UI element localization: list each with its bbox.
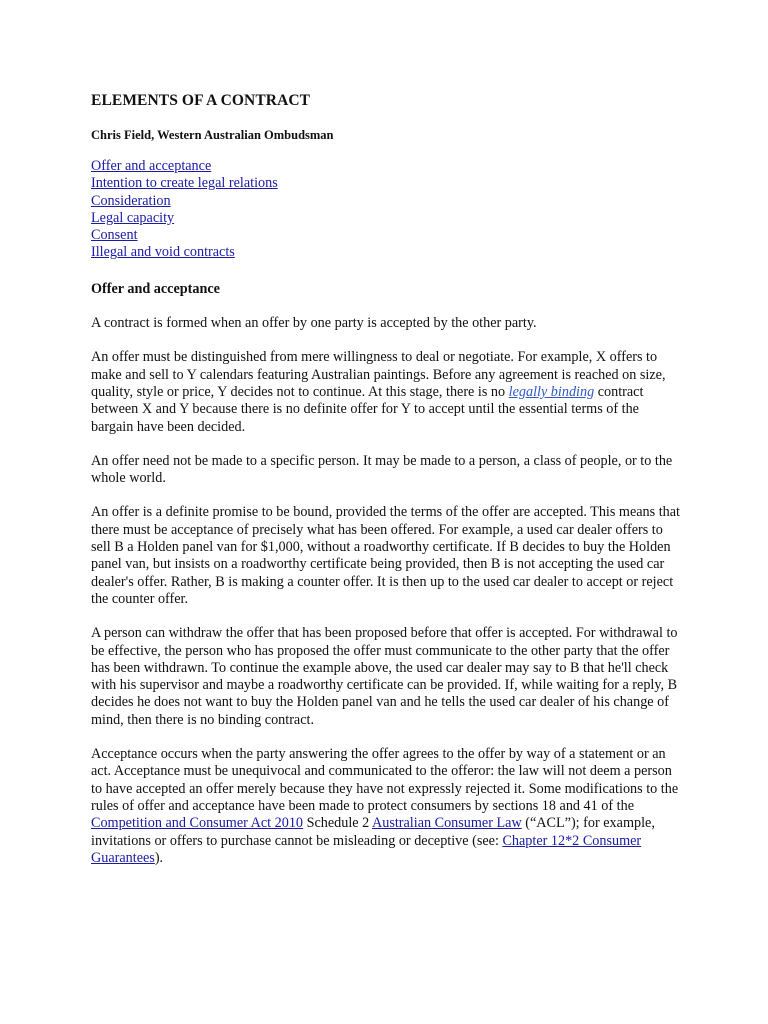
paragraph-6-text-a: Acceptance occurs when the party answering the offer agrees to the offer by way of a statement or an act. Acceptance must be unequivocal and communicated to the offeror: the law will not deem a person to have accepted an offer merely because they have not expressly rejected it. Some modifications to the rules of offer and acceptance have been made to protect consumers by sections 18 and 41 of the [91, 746, 679, 814]
australian-consumer-law-link[interactable]: Australian Consumer Law [371, 815, 522, 832]
competition-consumer-act-link[interactable]: Competition and Consumer Act 2010 [91, 815, 304, 832]
paragraph-2-text-b: contract between X and Y because there is no definite offer for Y to accept until the essential terms of the bargain have been decided. [91, 383, 644, 435]
paragraph-4-text: An offer is a definite promise to be bound, provided the terms of the offer are accepted. This means that there must be acceptance of precisely what has been offered. For example, a used car dealer offers to sell B a Holden panel van for $1,000, without a roadworthy certificate. If B decides to buy the Holden panel van, but insists on a roadworthy certificate being provided, then B is not accepting the used car dealer's offer. Rather, B is making a counter offer. It is then up to the used car dealer to accept or reject the counter offer. [91, 504, 680, 607]
paragraph-1-text: A contract is formed when an offer by one party is accepted by the other party. [91, 315, 537, 332]
paragraph-2 [91, 349, 681, 435]
table-of-contents [91, 158, 681, 262]
author-line: Chris Field, Western Australian Ombudsman [91, 128, 334, 142]
paragraph-2-text-a: An offer must be distinguished from mere willingness to deal or negotiate. For example, X offers to make and sell to Y calendars featuring Australian paintings. Before any agreement is reached on size, quality, style or price, Y decides not to continue. At this stage, there is no [91, 349, 666, 400]
legally-binding-link[interactable]: legally binding [508, 383, 595, 400]
toc-link-intention[interactable]: Intention to create legal relations [91, 175, 278, 192]
paragraph-6-text-c: (“ACL”); for example, invitations or offers to purchase cannot be misleading or deceptive (see: [91, 815, 655, 849]
paragraph-3-text: An offer need not be made to a specific person. It may be made to a person, a class of people, or to the whole world. [91, 452, 673, 487]
paragraph-1 [91, 315, 681, 332]
paragraph-6-text-b: Schedule 2 [303, 815, 372, 832]
toc-link-illegal-void[interactable]: Illegal and void contracts [91, 244, 235, 261]
toc-link-consideration[interactable]: Consideration [91, 192, 171, 209]
paragraph-5-text: A person can withdraw the offer that has been proposed before that offer is accepted. For withdrawal to be effective, the person who has proposed the offer must communicate to the other party that the offer has been withdrawn. To continue the example above, the used car dealer may say to B that he'll check with his supervisor and maybe a roadworthy certificate can be provided. If, while waiting for a reply, B decides he does not want to buy the Holden panel van and he tells the used car dealer of his change of mind, then there is no binding contract. [91, 625, 678, 728]
paragraph-6 [91, 746, 681, 867]
document-title: ELEMENTS OF A CONTRACT [91, 92, 311, 109]
paragraph-3 [91, 453, 681, 488]
section-heading: Offer and acceptance [91, 280, 220, 297]
paragraph-6-text-d: ). [154, 849, 164, 866]
document-body [91, 91, 681, 867]
toc-link-consent[interactable]: Consent [91, 227, 138, 244]
paragraph-4 [91, 504, 681, 608]
toc-link-offer-and-acceptance[interactable]: Offer and acceptance [91, 158, 212, 174]
paragraph-5 [91, 625, 681, 729]
toc-link-legal-capacity[interactable]: Legal capacity [91, 209, 175, 226]
consumer-guarantees-link[interactable]: Chapter 12*2 Consumer Guarantees [91, 832, 642, 866]
